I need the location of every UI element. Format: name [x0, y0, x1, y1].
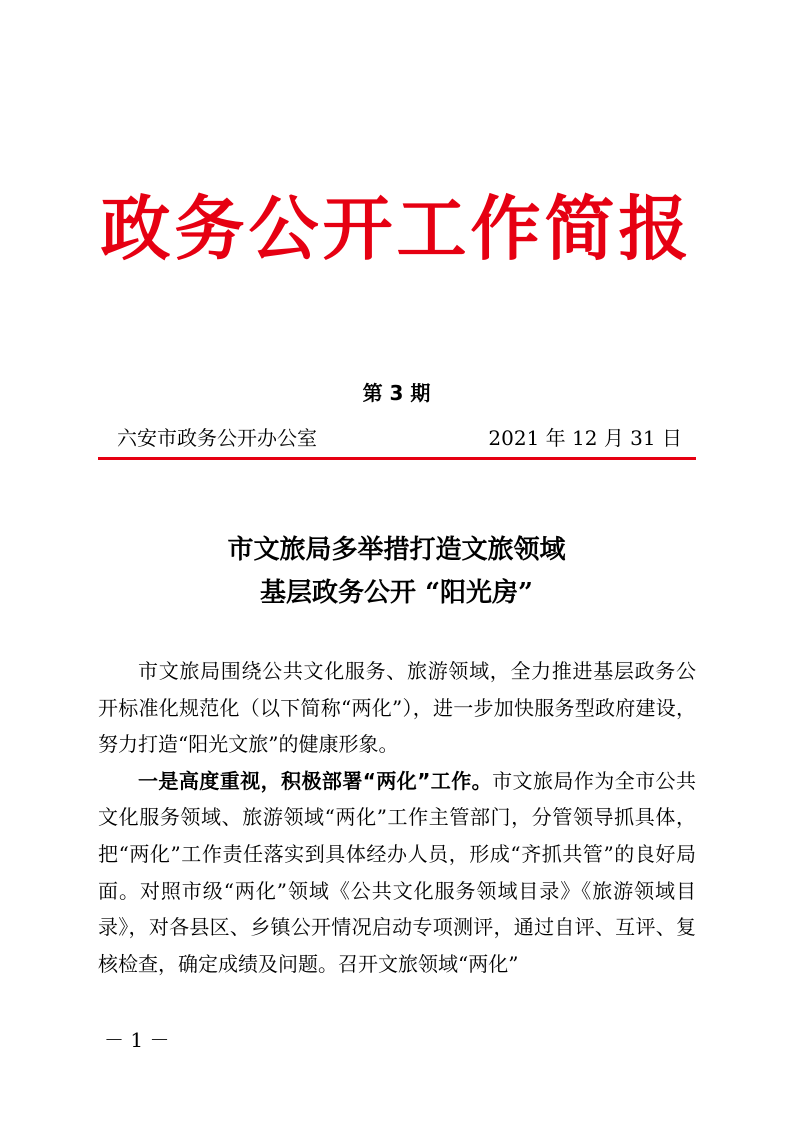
red-header-rule	[98, 457, 696, 460]
article-title-line-2: 基层政务公开 “阳光房”	[260, 578, 533, 608]
paragraph-intro: 市文旅局围绕公共文化服务、旅游领域，全力推进基层政务公开标准化规范化（以下简称“两化”），进一步加快服务型政府建设，努力打造“阳光文旅”的健康形象。	[98, 659, 696, 757]
page-number: － 1 －	[104, 1028, 170, 1052]
masthead-title: 政务公开工作简报	[100, 188, 693, 270]
paragraph-point-one	[98, 763, 696, 983]
paragraph-point-one-text: 市文旅局作为全市公共文化服务领域、旅游领域“两化”工作主管部门，分管领导抓具体，把“两化”工作责任落实到具体经办人员，形成“齐抓共管”的良好局面。对照市级“两化”领域《公共文化服务领域目录》《旅游领域目录》，对各县区、乡镇公开情况启动专项测评，通过自评、互评、复核检查，确定成绩及问题。召开文旅领域“两化”	[98, 768, 696, 976]
article-title-line-1: 市文旅局多举措打造文旅领域	[227, 535, 566, 565]
article-body	[98, 653, 696, 982]
issue-date: 2021 年 12 月 31 日	[488, 426, 682, 450]
issuer-name: 六安市政务公开办公室	[117, 426, 317, 450]
issue-number: 第 3 期	[362, 381, 431, 405]
paragraph-lead-heading: 一是高度重视，积极部署“两化”工作。	[138, 768, 493, 793]
